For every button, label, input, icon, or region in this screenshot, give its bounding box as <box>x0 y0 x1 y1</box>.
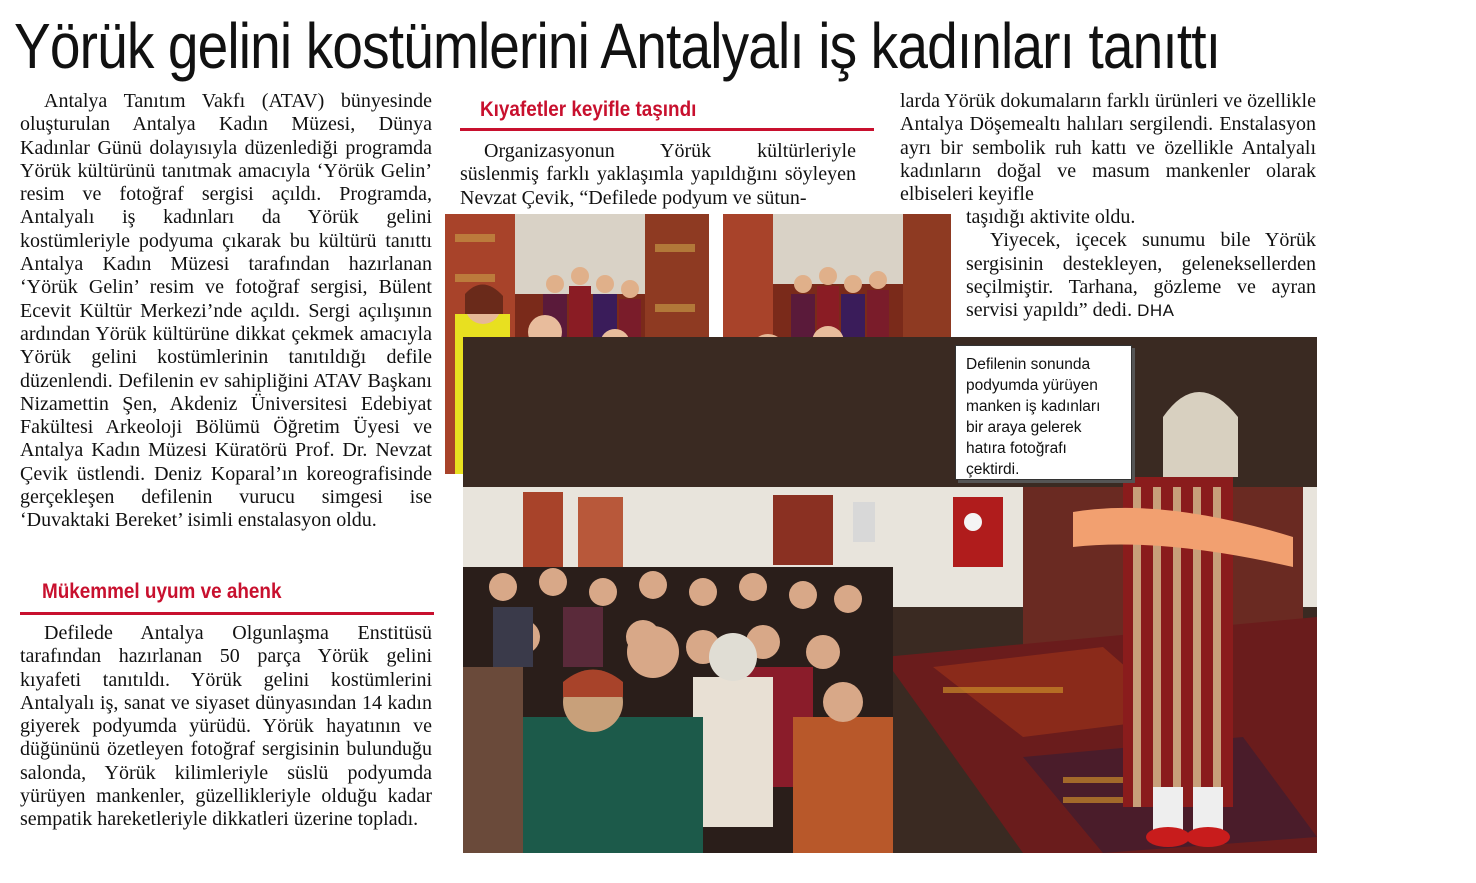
headline: Yörük gelini kostümlerini Antalyalı iş kadınları tanıttı <box>14 10 1221 82</box>
caption-text: Defilenin sonunda podyumda yürüyen manken iş kadınları bir araya gelerek hatıra fotoğrafı çektirdi. <box>966 356 1101 478</box>
body-paragraph: larda Yörük dokumaların farklı ürünleri ve özellikle Antalya Döşemealtı halıları sergilendi. Enstalasyon ayrı bir sembolik ruh kattı ve özellikle Antalyalı kadınların doğal ve masum mankenler olarak elbiseleri keyifle <box>900 90 1316 206</box>
subheading-rule <box>460 128 874 131</box>
article-column-2 <box>460 140 856 210</box>
body-paragraph: Antalya Tanıtım Vakfı (ATAV) bünyesinde oluşturulan Antalya Kadın Müzesi, Dünya Kadınlar Günü dolayısıyla düzenlediği programda Yörük kültürünü tanıtmak amacıyla ‘Yörük Gelin’ resim ve fotoğraf sergisi açıldı. Programda, Antalyalı iş kadınları da Yörük gelini kostümleriyle podyuma çıkarak bu kültürü tanıttı Antalya Kadın Müzesi tarafından hazırlanan ‘Yörük Gelin’ resim ve fotoğraf sergisi, Bülent Ecevit Kültür Merkezi’nde açıldı. Sergi açılışının ardından Yörük kültürüne dikkat çekmek amacıyla Yörük gelini kostümlerinin tanıtıldığı defile düzenlendi. Defilenin ev sahipliğini ATAV Başkanı Nizamettin Şen, Akdeniz Üniversitesi Edebiyat Fakültesi Arkeoloji Bölümü Öğretim Üyesi ve Antalya Kadın Müzesi Küratörü Prof. Dr. Nevzat Çevik üstlendi. Deniz Koparal’ın koreografisinde gerçekleşen defilenin vurucu simgesi ise ‘Duvaktaki Bereket’ isimli enstalasyon oldu. <box>20 90 432 532</box>
body-paragraph: Defilede Antalya Olgunlaşma Enstitüsü tarafından hazırlanan 50 parça Yörük gelini kıyafeti tanıtıldı. Yörük gelini kostümlerini Antalyalı iş, sanat ve siyaset dünyasından 14 kadın giyerek podyumda yürüdü. Yörük hayatının ve düğününü özetleyen fotoğraf sergisinin bulunduğu salonda, Yörük kilimleriyle süslü podyumda yürüyen mankenler, güzellikleriyle olduğu kadar sempatik hareketleriyle dikkatleri üzerine topladı. <box>20 622 432 831</box>
photo-caption <box>955 345 1132 480</box>
body-paragraph: taşıdığı aktivite oldu. <box>966 206 1136 228</box>
subheading-mukemmel-uyum: Mükemmel uyum ve ahenk <box>42 580 282 603</box>
article-column-3 <box>900 90 1316 206</box>
article-column-1-lower <box>20 622 432 832</box>
closing-quote: Yiyecek, içecek sunumu bile Yörük sergisinin destekleyen, geleneksellerden seçilmiştir. Tarhana, gözleme ve ayran servisi yapıldı” dedi. <box>966 229 1316 322</box>
agency-credit: DHA <box>1137 301 1175 321</box>
runway-photo <box>463 337 1317 853</box>
subheading-kiyafetler: Kıyafetler keyifle taşındı <box>480 98 697 121</box>
article-column-3-narrow <box>966 206 1316 322</box>
body-paragraph <box>966 229 1316 322</box>
subheading-rule <box>20 612 434 615</box>
article-column-1 <box>20 90 432 533</box>
body-paragraph: Organizasyonun Yörük kültürleriyle süslenmiş farklı yaklaşımla yapıldığını söyleyen Nevzat Çevik, “Defilede podyum ve sütun- <box>460 140 856 209</box>
